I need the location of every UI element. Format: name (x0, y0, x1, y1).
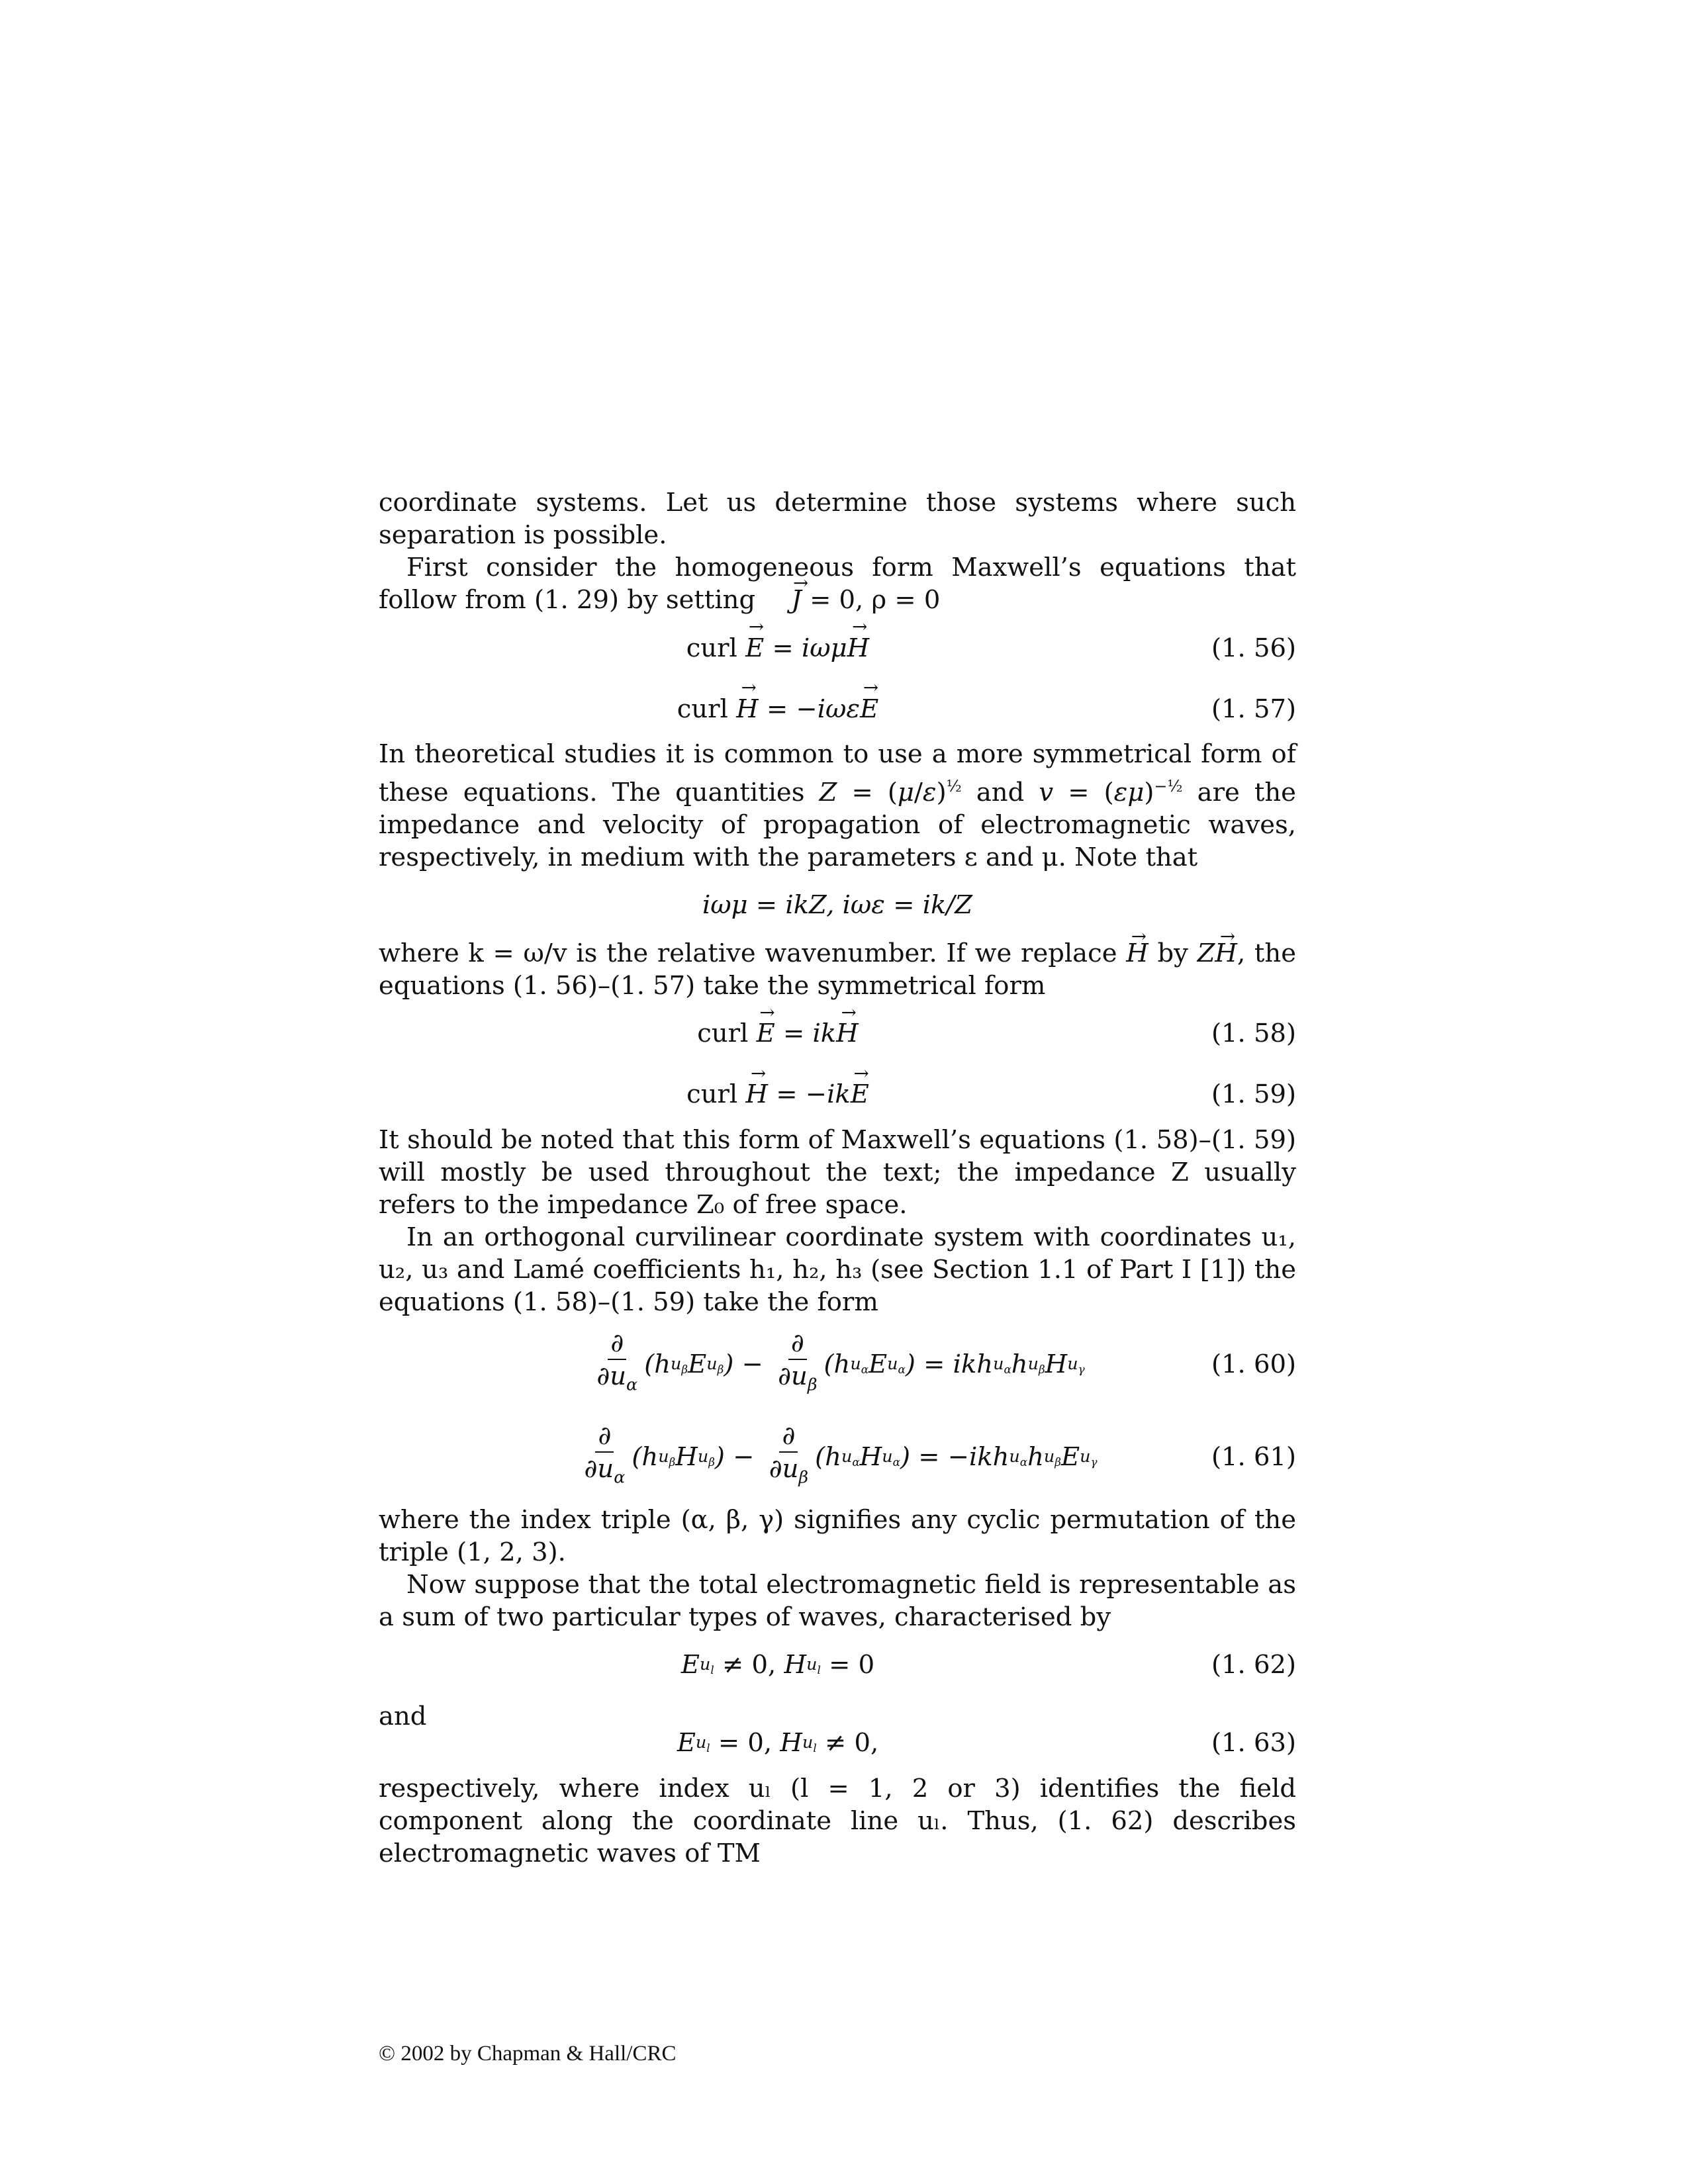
paragraph-8: Now suppose that the total electromagnetic field is representable as a sum of two particular types of waves, characterised by (379, 1569, 1296, 1632)
paragraph-3: In theoretical studies it is common to use a more symmetrical form of these equations. The quantities $Z = (\mu/\varepsilon)^{\frac{1}{2}}$ and $v = (\varepsilon\mu)^{-\frac{1}{2}}$ are the impedance and velocity of propagation of electromagnetic waves, respectively, in medium with the parameters ε and μ. Note that (379, 739, 1296, 872)
equation-1-59: curl → H = − ik → E (1. 59) (379, 1066, 1296, 1124)
page-body (379, 486, 1296, 1870)
paragraph-2-text: First consider the homogeneous form Maxwell’s equations that follow from (1. 29) by setting (379, 553, 1296, 615)
paragraph-2-condition: = 0, ρ = 0 (810, 585, 941, 615)
copyright-footer: © 2002 by Chapman & Hall/CRC (379, 2042, 677, 2066)
paragraph-7: where the index triple (α, β, γ) signifies any cyclic permutation of the triple (1, 2, 3). (379, 1504, 1296, 1567)
equation-1-58: curl → E = ik → H (1. 58) (379, 1002, 1296, 1066)
equation-1-56: curl → E = iωμ → H (1. 56) (379, 616, 1296, 680)
equation-number: (1. 58) (1211, 1019, 1296, 1049)
paragraph-6: In an orthogonal curvilinear coordinate system with coordinates u₁, u₂, u₃ and Lamé coefficients h₁, h₂, h₃ (see Section 1.1 of Part I [1]) the equations (1. 58)–(1. 59) take the form (379, 1222, 1296, 1317)
equation-number: (1. 56) (1211, 633, 1296, 663)
equation-1-57: curl → H = − iωε → E (1. 57) (379, 680, 1296, 738)
paragraph-4: where k = ω/v is the relative wavenumber. If we replace → H by Z→ H, the equations (1. 56)–(1. 57) take the symmetrical form (379, 937, 1296, 1002)
paragraph-1: coordinate systems. Let us determine those systems where such separation is possible. (379, 488, 1296, 550)
equation-number: (1. 63) (1211, 1728, 1296, 1758)
paragraph-4-text: where k = ω/v is the relative wavenumber. If we replace (379, 938, 1117, 968)
equation-number: (1. 62) (1211, 1650, 1296, 1680)
paragraph-5: It should be noted that this form of Maxwell’s equations (1. 58)–(1. 59) will mostly be used throughout the text; the impedance Z usually refers to the impedance Z₀ of free space. (379, 1124, 1296, 1220)
equation-1-60: $\frac{\partial}{\partial u_\alpha}$ (h $u_\beta$ E $u_\beta$ ) − $\frac{\partial}{\partial u_\beta}$ (h $u_\alpha$ E $u_\alpha$ ) = ikh $u_\alpha$ h $u_\beta$ H $u_\gamma$ (1. 60) (379, 1318, 1296, 1411)
equation-relations-text: iωμ = ikZ, iωε = ik/Z (702, 890, 973, 921)
paragraph-3-text: In theoretical studies it is common to use a more symmetrical form of these equations. The quantities (379, 739, 1296, 807)
paragraph-3-rest: are the impedance and velocity of propagation of electromagnetic waves, respectively, in medium with the parameters ε and μ. Note that (379, 777, 1296, 872)
equation-1-61: $\frac{\partial}{\partial u_\alpha}$ (h $u_\beta$ H $u_\beta$ ) − $\frac{\partial}{\partial u_\beta}$ (h $u_\alpha$ H $u_\alpha$ ) = − ikh $u_\alpha$ h $u_\beta$ E $u_\gamma$ (1. 61) (379, 1411, 1296, 1504)
paragraph-4-by: by (1157, 938, 1188, 968)
equation-number: (1. 61) (1211, 1442, 1296, 1473)
equation-number: (1. 59) (1211, 1079, 1296, 1110)
equation-number: (1. 60) (1211, 1349, 1296, 1380)
equation-number: (1. 57) (1211, 694, 1296, 724)
and-connector: and (379, 1701, 427, 1731)
paragraph-9: respectively, where index uₗ (l = 1, 2 or 3) identifies the field component along the coordinate line uₗ. Thus, (1. 62) describes electromagnetic waves of TM (379, 1773, 1296, 1868)
paragraph-4-rest: , the equations (1. 56)–(1. 57) take the symmetrical form (379, 938, 1296, 1001)
equation-1-63: E $u_l$ = 0, H $u_l$ ≠ 0, (1. 63) (379, 1714, 1296, 1772)
equation-relations (379, 874, 1296, 937)
paragraph-2: First consider the homogeneous form Maxwell’s equations that follow from (1. 29) by setting → J = 0, ρ = 0 (379, 551, 1296, 616)
equation-1-62: E $u_l$ ≠ 0, H $u_l$ = 0 (1. 62) (379, 1633, 1296, 1697)
